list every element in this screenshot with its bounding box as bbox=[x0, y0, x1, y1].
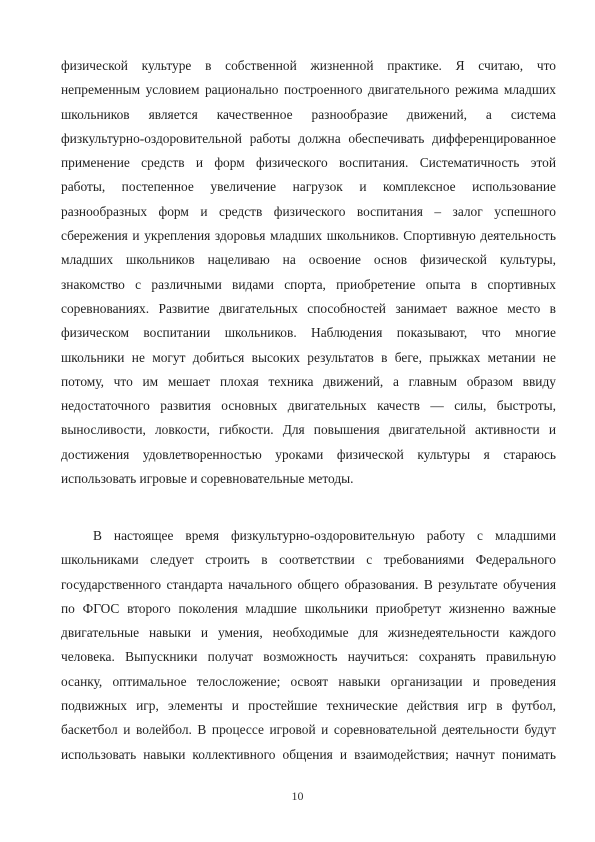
text-line: государственного стандарта начального общего образования. В результате обучения bbox=[61, 576, 556, 592]
text-line: осанку, оптимальное телосложение; освоят навыки организации и проведения bbox=[61, 673, 556, 689]
text-line: недостаточного развития основных двигательных качеств — силы, быстроты, bbox=[61, 398, 556, 414]
text-line: по ФГОС второго поколения младшие школьники приобретут жизненно важные bbox=[61, 600, 556, 616]
text-line: работы, постепенное увеличение нагрузок и комплексное использование bbox=[61, 179, 556, 195]
paragraph-1 bbox=[61, 54, 556, 491]
text-line: соревнованиях. Развитие двигательных способностей занимает важное место в bbox=[61, 300, 556, 316]
text-line: применение средств и форм физического воспитания. Систематичность этой bbox=[61, 155, 556, 171]
text-line: непременным условием рационально построенного двигательного режима младших bbox=[61, 82, 556, 98]
page-number: 10 bbox=[291, 789, 304, 803]
text-line: сбережения и укрепления здоровья младших школьников. Спортивную деятельность bbox=[61, 228, 556, 244]
text-line: использовать навыки коллективного общения и взаимодействия; начнут понимать bbox=[61, 746, 556, 762]
text-line: баскетбол и волейбол. В процессе игровой и соревновательной деятельности будут bbox=[61, 722, 556, 738]
text-line: двигательные навыки и умения, необходимые для жизнедеятельности каждого bbox=[61, 625, 556, 641]
text-line: знакомство с различными видами спорта, приобретение опыта в спортивных bbox=[61, 276, 556, 292]
text-line: подвижных игр, элементы и простейшие технические действия игр в футбол, bbox=[61, 698, 556, 714]
text-line: физкультурно-оздоровительной работы должна обеспечивать дифференцированное bbox=[61, 130, 556, 146]
paragraph-2 bbox=[61, 524, 556, 767]
text-line: использовать игровые и соревновательные методы. bbox=[61, 471, 354, 487]
text-line: потому, что им мешает плохая техника движений, а главным образом ввиду bbox=[61, 373, 556, 389]
text-line: человека. Выпускники получат возможность научиться: сохранять правильную bbox=[61, 649, 556, 665]
text-line: физической культуре в собственной жизненной практике. Я считаю, что bbox=[61, 58, 556, 73]
text-line: школьниками следует строить в соответствии с требованиями Федерального bbox=[61, 552, 556, 568]
text-line: школьники не могут добиться высоких результатов в беге, прыжках метании не bbox=[61, 349, 556, 365]
text-line: выносливости, ловкости, гибкости. Для повышения двигательной активности и bbox=[61, 422, 556, 438]
text-line: младших школьников нацеливаю на освоение основ физической культуры, bbox=[61, 252, 556, 268]
text-line: В настоящее время физкультурно-оздоровительную работу с младшими bbox=[93, 528, 556, 543]
text-line: физическом воспитании школьников. Наблюдения показывают, что многие bbox=[61, 325, 556, 341]
text-line: разнообразных форм и средств физического воспитания – залог успешного bbox=[61, 203, 556, 219]
text-line: достижения удовлетворенностью уроками физической культуры я стараюсь bbox=[61, 446, 556, 462]
text-line: школьников является качественное разнообразие движений, а система bbox=[61, 106, 556, 122]
